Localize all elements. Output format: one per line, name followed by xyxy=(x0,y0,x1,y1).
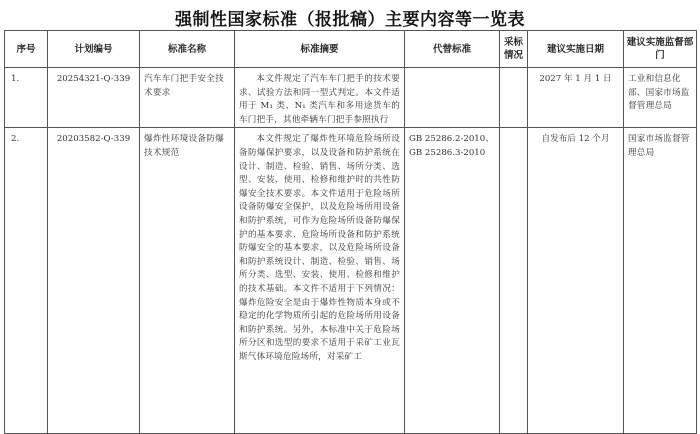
header-plan-code: 计划编号 xyxy=(48,31,140,68)
header-standard-name: 标准名称 xyxy=(140,31,235,68)
cell-supervising-dept: 国家市场监督管理总局 xyxy=(624,128,697,434)
cell-implementation-date: 2027 年 1 月 1 日 xyxy=(528,68,624,128)
document-title: 强制性国家标准（报批稿）主要内容等一览表 xyxy=(175,10,525,30)
cell-standard-name: 爆炸性环境设备防爆技术规范 xyxy=(140,128,235,434)
standards-table xyxy=(4,30,697,434)
header-supervising-dept: 建议实施监督部门 xyxy=(624,31,697,68)
header-abstract: 标准摘要 xyxy=(235,31,405,68)
cell-supervising-dept: 工业和信息化部、国家市场监督管理总局 xyxy=(624,68,697,128)
cell-replaces xyxy=(405,68,500,128)
table-row xyxy=(5,68,697,128)
cell-plan-code: 20254321-Q-339 xyxy=(48,68,140,128)
cell-seq: 1. xyxy=(5,68,48,128)
cell-abstract: 本文件规定了汽车车门把手的技术要求、试验方法和同一型式判定。本文件适用于 M₁ 类、N₁ 类汽车和多用途货车的车门把手，其他牵辆车门把手参照执行 xyxy=(235,68,405,128)
header-adoption: 采标情况 xyxy=(500,31,528,68)
header-seq: 序号 xyxy=(5,31,48,68)
header-replaces: 代替标准 xyxy=(405,31,500,68)
cell-plan-code: 20203582-Q-339 xyxy=(48,128,140,434)
cell-seq: 2. xyxy=(5,128,48,434)
table-row xyxy=(5,128,697,434)
cell-abstract: 本文件规定了爆炸性环境危险场所设备防爆保护要求，以及设备和防护系统在设计、制造、检验、销售、场所分类、选型、安装、使用、检修和维护时的共性防爆安全技术要求。本文件适用于危险场所设备防爆安全保护，以及危险场所用设备和防护系统，可作为危险场所设备防爆保护的基本要求、危险场所设备和防护系统防爆安全的基本要求，以及危险场所设备和防护系统设计、制造、检验、销售、场所分类、选型、安装、使用、检修和维护的技术基础。本文件不适用于下列情况：爆炸危险安全是由于爆炸性物质本身或不稳定的化学物质所引起的危险场所用设备和防护系统。另外，本标准中关于危险场所分区和选型的要求不适用于采矿工业瓦斯气体环境危险场所，对采矿工 xyxy=(235,128,405,434)
table-header-row xyxy=(5,31,697,68)
cell-replaces: GB 25286.2-2010、GB 25286.3-2010 xyxy=(405,128,500,434)
cell-standard-name: 汽车车门把手安全技术要求 xyxy=(140,68,235,128)
cell-adoption xyxy=(500,68,528,128)
header-implementation-date: 建议实施日期 xyxy=(528,31,624,68)
cell-implementation-date: 自发布后 12 个月 xyxy=(528,128,624,434)
cell-adoption xyxy=(500,128,528,434)
